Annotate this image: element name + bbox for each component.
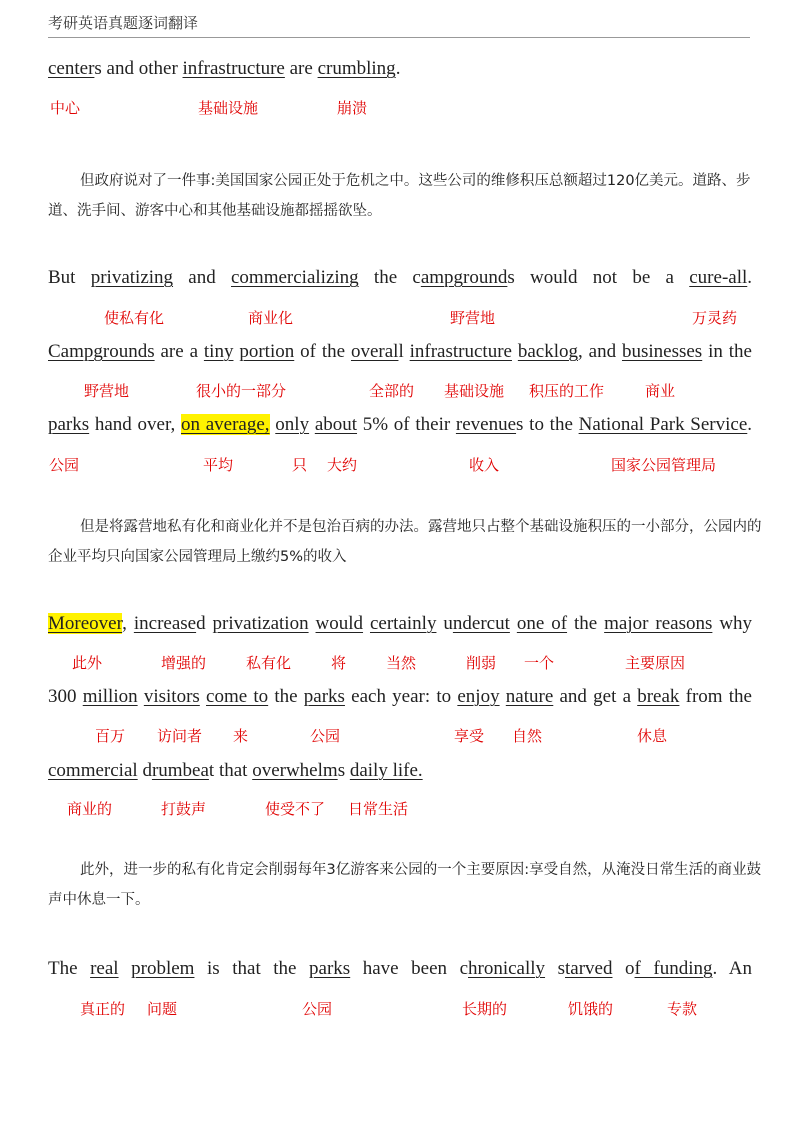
english-line (48, 613, 752, 635)
text-run: s (337, 760, 350, 781)
vocab-word: commercializing (231, 267, 359, 288)
english-line (48, 267, 752, 289)
vocab-word: real (90, 958, 119, 979)
paragraph-translation (48, 855, 768, 915)
english-line (48, 58, 752, 80)
text-run: of the (294, 341, 351, 362)
word-gloss: 公园 (302, 1000, 333, 1018)
vocab-word: backlog (517, 341, 579, 362)
word-gloss: 长期的 (462, 1000, 508, 1018)
word-gloss: 中心 (50, 99, 81, 117)
translation-text: 但政府说对了一件事:美国国家公园正处于危机之中。这些公司的维修积压总额超过120亿美元。道路、步道、洗手间、游客中心和其他基础设施都摇摇欲坠。 (48, 173, 751, 219)
word-gloss: 使私有化 (104, 309, 165, 327)
vocab-word: would (315, 613, 364, 634)
word-gloss: 野营地 (450, 309, 496, 327)
vocab-word: daily life. (349, 760, 423, 781)
text-run: u (436, 613, 453, 634)
text-run (363, 613, 370, 634)
vocab-word: certainly (369, 613, 437, 634)
text-run (309, 613, 316, 634)
text-run: . (747, 267, 753, 288)
vocab-word: on average, (181, 414, 270, 435)
word-gloss: 私有化 (246, 654, 292, 672)
word-gloss: 商业的 (67, 800, 113, 818)
vocab-word: revenue (455, 414, 517, 435)
vocab-word: overal (350, 341, 399, 362)
word-gloss: 商业化 (248, 309, 294, 327)
vocab-word: cure-all (689, 267, 748, 288)
text-run: hand over, (89, 414, 182, 435)
word-gloss: 公园 (310, 727, 341, 745)
english-line (48, 760, 752, 782)
vocab-word: break (637, 686, 680, 707)
text-run: s would not be a (507, 267, 690, 288)
vocab-word: visitors (143, 686, 200, 707)
text-run: is that the (194, 958, 310, 979)
word-gloss: 商业 (645, 382, 676, 400)
text-run: s and other (94, 58, 183, 79)
vocab-word: increase (133, 613, 197, 634)
vocab-word: about (314, 414, 358, 435)
word-gloss: 当然 (386, 654, 417, 672)
word-gloss: 自然 (512, 727, 543, 745)
vocab-word: come to (206, 686, 269, 707)
vocab-word: privatization (212, 613, 309, 634)
vocab-word: tiny (203, 341, 234, 362)
vocab-word: parks (309, 958, 351, 979)
word-gloss: 平均 (203, 456, 234, 474)
text-run: d (196, 613, 213, 634)
word-gloss: 打鼓声 (161, 800, 207, 818)
english-line (48, 958, 752, 980)
word-gloss: 收入 (469, 456, 500, 474)
word-gloss: 使受不了 (265, 800, 326, 818)
word-gloss: 削弱 (466, 654, 497, 672)
text-run (119, 958, 132, 979)
text-run: why (712, 613, 753, 634)
text-run: the (268, 686, 304, 707)
text-run: from the (679, 686, 752, 707)
vocab-word: crumbling (317, 58, 396, 79)
translation-text: 但是将露营地私有化和商业化并不是包治百病的办法。露营地只占整个基础设施积压的一小部分，公园内的企业平均只向国家公园管理局上缴约5%的收入 (48, 519, 762, 565)
text-run: have been c (350, 958, 469, 979)
paragraph-translation (48, 166, 768, 226)
vocab-word: Campgrounds (48, 341, 155, 362)
vocab-word: privatizing (90, 267, 174, 288)
text-run (510, 613, 517, 634)
word-gloss: 万灵药 (692, 309, 738, 327)
vocab-word: rumbea (151, 760, 209, 781)
text-run: in the (702, 341, 752, 362)
text-run: the c (358, 267, 421, 288)
word-gloss: 专款 (667, 1000, 698, 1018)
vocab-word: parks (303, 686, 345, 707)
vocab-word: overwhelm (252, 760, 338, 781)
header-divider (48, 37, 750, 38)
word-gloss: 主要原因 (625, 654, 686, 672)
word-gloss: 野营地 (84, 382, 130, 400)
vocab-word: National Park Service (578, 414, 748, 435)
vocab-word: ampground (420, 267, 508, 288)
text-run: . An (712, 958, 753, 979)
english-line (48, 341, 752, 363)
text-run: d (137, 760, 152, 781)
vocab-word: tarved (565, 958, 613, 979)
word-gloss: 来 (233, 727, 249, 745)
paragraph-translation (48, 512, 768, 572)
text-run: the (567, 613, 605, 634)
word-gloss: 大约 (327, 456, 358, 474)
text-run: l (398, 341, 410, 362)
text-run: s to the (516, 414, 579, 435)
text-run: , and (578, 341, 622, 362)
word-gloss: 真正的 (80, 1000, 126, 1018)
text-run: But (48, 267, 91, 288)
text-run: s (545, 958, 565, 979)
text-run: are (284, 58, 318, 79)
word-gloss: 问题 (147, 1000, 178, 1018)
vocab-word: portion (239, 341, 295, 362)
translation-text: 此外，进一步的私有化肯定会削弱每年3亿游客来公园的一个主要原因:享受自然，从淹没日常生活的商业鼓声中休息一下。 (48, 862, 762, 908)
word-gloss: 积压的工作 (529, 382, 605, 400)
vocab-word: parks (48, 414, 90, 435)
word-gloss: 访问者 (157, 727, 203, 745)
vocab-word: hronically (468, 958, 546, 979)
vocab-word: enjoy (457, 686, 500, 707)
vocab-word: nature (505, 686, 554, 707)
text-run: The (48, 958, 91, 979)
vocab-word: million (82, 686, 138, 707)
text-run: and (173, 267, 231, 288)
word-gloss: 只 (292, 456, 308, 474)
word-gloss: 基础设施 (198, 99, 259, 117)
text-run: , (122, 613, 134, 634)
word-gloss: 一个 (524, 654, 555, 672)
text-run: . (747, 414, 753, 435)
word-gloss: 崩溃 (337, 99, 368, 117)
word-gloss: 公园 (49, 456, 80, 474)
vocab-word: problem (131, 958, 195, 979)
vocab-word: infrastructure (182, 58, 285, 79)
text-run: each year: to (344, 686, 458, 707)
vocab-word: f funding (634, 958, 713, 979)
word-gloss: 百万 (95, 727, 126, 745)
document-header: 考研英语真题逐词翻译 (48, 14, 199, 32)
word-gloss: 饥饿的 (568, 1000, 614, 1018)
vocab-word: businesses (621, 341, 703, 362)
word-gloss: 休息 (637, 727, 668, 745)
text-run: 5% of their (357, 414, 456, 435)
text-run: and get a (553, 686, 638, 707)
word-gloss: 日常生活 (348, 800, 409, 818)
text-run: . (395, 58, 401, 79)
text-run: are a (154, 341, 204, 362)
word-gloss: 享受 (454, 727, 485, 745)
word-gloss: 全部的 (369, 382, 415, 400)
vocab-word: infrastructure (409, 341, 512, 362)
vocab-word: ndercut (452, 613, 510, 634)
text-run: o (612, 958, 635, 979)
word-gloss: 很小的一部分 (196, 382, 287, 400)
vocab-word: major reasons (604, 613, 713, 634)
vocab-word: one of (516, 613, 568, 634)
text-run: t that (208, 760, 253, 781)
vocab-word: only (275, 414, 310, 435)
english-line (48, 686, 752, 708)
word-gloss: 基础设施 (444, 382, 505, 400)
vocab-word: center (48, 58, 95, 79)
word-gloss: 增强的 (161, 654, 207, 672)
word-gloss: 此外 (72, 654, 103, 672)
vocab-word: commercial (48, 760, 138, 781)
word-gloss: 将 (331, 654, 347, 672)
english-line (48, 414, 752, 436)
vocab-word: Moreover (48, 613, 123, 634)
word-gloss: 国家公园管理局 (611, 456, 717, 474)
text-run: 300 (48, 686, 83, 707)
